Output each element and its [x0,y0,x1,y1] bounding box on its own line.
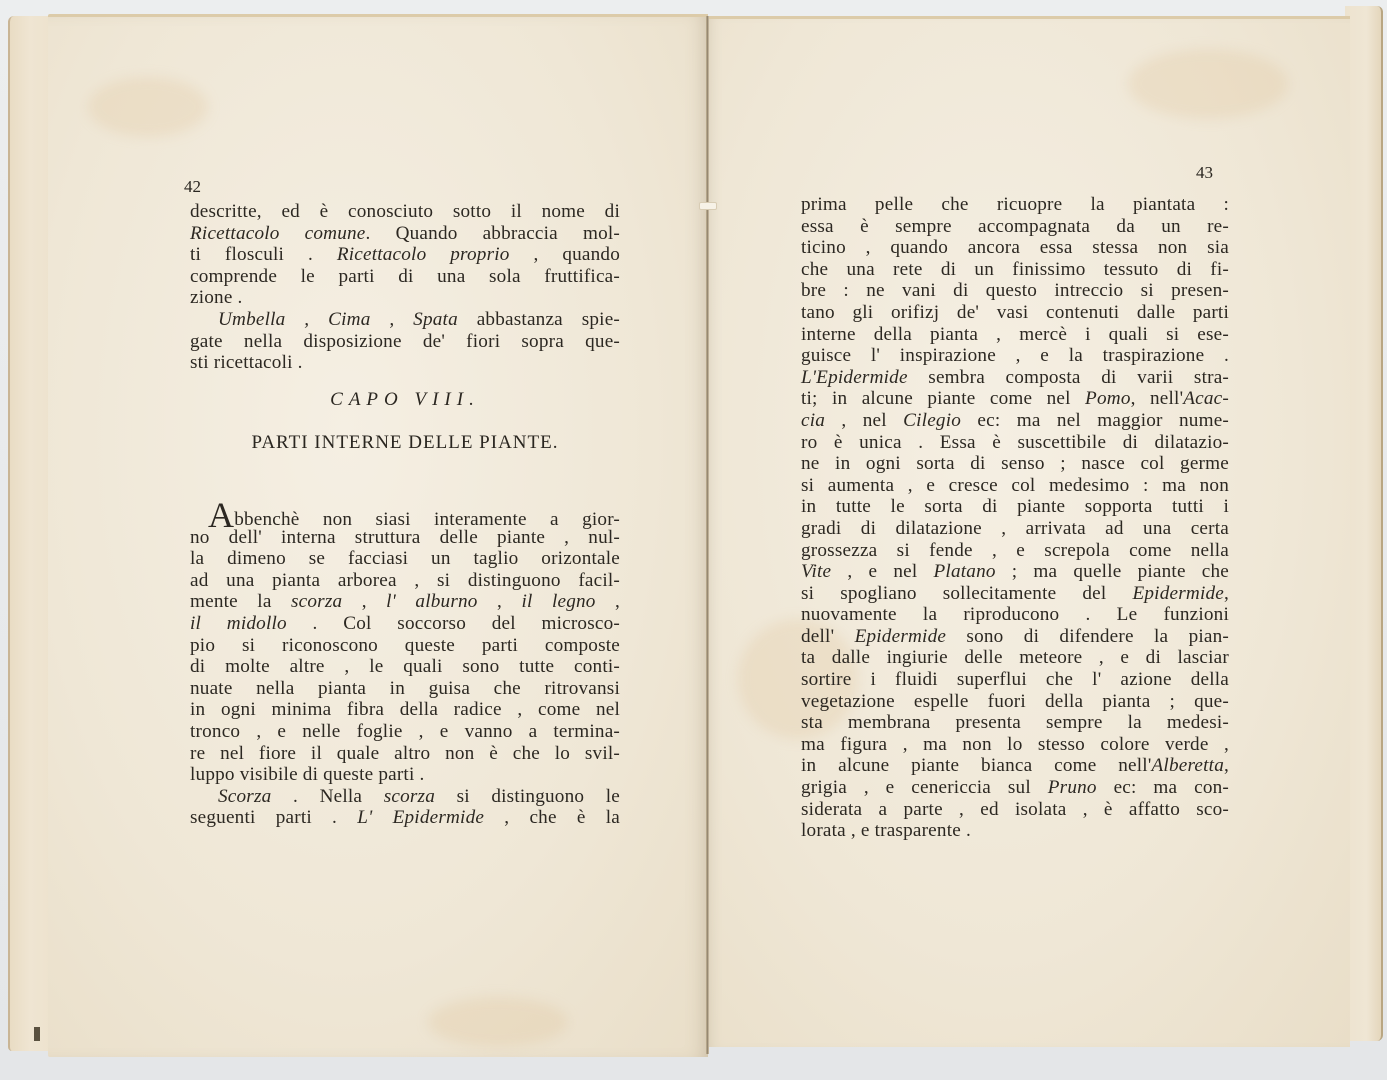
text-line: in tutte le sorta di piante sopporta tutti i [801,496,1229,518]
text-line: L'Epidermide sembra composta di varii stra- [801,366,1229,388]
text-line: essa è sempre accompagnata da un re- [801,215,1229,237]
text-line: Abbenchè non siasi interamente a gior- [208,495,620,535]
text-line: grigia , e cenericcia sul Pruno ec: ma con- [801,777,1229,799]
text-line: ti flosculi . Ricettacolo proprio , quando [190,244,621,266]
chapter-subtitle: PARTI INTERNE DELLE PIANTE. [251,432,559,453]
text-line: in ogni minima fibra della radice , come nel [190,699,620,721]
text-line: vegetazione espelle fuori della pianta ; que- [801,690,1229,712]
page-number: 42 [184,177,201,196]
text-line: guisce l' inspirazione , e la traspirazione . [801,345,1229,367]
text-line: lorata , e trasparente . [801,820,971,842]
text-line: gradi di dilatazione , arrivata ad una certa [801,517,1229,539]
text-line: seguenti parti . L' Epidermide , che è la [190,807,620,829]
text-line: di molte altre , le quali sono tutte conti- [190,656,620,678]
chapter-title: CAPO VIII. [330,389,480,410]
foxing-stain [88,77,208,137]
text-line: che una rete di un finissimo tessuto di fi- [801,258,1229,280]
text-line: prima pelle che ricuopre la piantata : [801,194,1229,215]
text-line: pio si riconoscono queste parti composte [190,634,620,656]
text-line: zione . [190,287,243,309]
text-line: Ricettacolo comune. Quando abbraccia mol- [190,222,620,244]
text-line: ma figura , ma non lo stesso colore verde , [801,733,1229,755]
text-line: si aumenta , e cresce col medesimo : ma non [801,474,1229,496]
text-line: si spogliano sollecitamente del Epidermide, [801,582,1229,604]
text-line: ticino , quando ancora essa stessa non sia [801,237,1229,259]
text-line: ad una pianta arborea , si distinguono facil- [190,569,620,591]
text-line: nuovamente la riproducono . Le funzioni [801,604,1229,626]
page-number: 43 [1196,163,1213,182]
text-line: siderata a parte , ed isolata , è affatto sco- [801,798,1229,820]
text-line: cia , nel Cilegio ec: ma nel maggior nume- [801,409,1229,431]
text-line: ti; in alcune piante come nel Pomo, nell'Acac- [801,388,1229,410]
left-intro-text [190,201,620,374]
right-body-text [801,194,1229,842]
text-line: Umbella , Cima , Spata abbastanza spie- [218,308,621,330]
text-line: ro è unica . Essa è suscettibile di dilatazio- [801,431,1229,453]
text-line: in alcune piante bianca come nell'Alberetta, [801,755,1229,777]
text-line: nuate nella pianta in guisa che ritrovansi [190,677,620,699]
text-line: luppo visibile di queste parti . [190,764,425,786]
text-line: interne della pianta , mercè i quali si ese- [801,323,1229,345]
text-line: ta dalle ingiurie delle meteore , e di lasciar [801,647,1229,669]
text-line: tronco , e nelle foglie , e vanno a termina- [190,720,620,742]
text-line: grossezza si fende , e screpola come nella [801,539,1229,561]
foxing-stain [1128,49,1288,119]
text-line: dell' Epidermide sono di difendere la pian- [801,625,1229,647]
text-line: la dimeno se facciasi un taglio orizontale [190,548,620,570]
right-page [708,16,1350,1047]
text-line: Scorza . Nella scorza si distinguono le [218,785,620,807]
text-line: bre : ne vani di questo intreccio si presen- [801,280,1229,302]
text-line: sta membrana presenta sempre la medesi- [801,712,1229,734]
page-stack-right-edge [1345,6,1383,1041]
text-line: comprende le parti di una sola fruttifica- [190,265,620,287]
text-line: mente la scorza , l' alburno , il legno , [190,591,621,613]
left-page [48,14,708,1057]
text-line: sortire i fluidi superflui che l' azione della [801,669,1229,691]
foxing-stain [428,997,568,1047]
text-line: il midollo . Col soccorso del microsco- [190,612,620,634]
text-line: re nel fiore il quale altro non è che lo svil- [190,742,620,764]
book-gutter [706,16,709,1054]
text-line: tano gli orifizj de' vasi contenuti dalle parti [801,301,1229,323]
left-body-text [190,495,621,829]
text-line: Vite , e nel Platano ; ma quelle piante che [801,561,1229,583]
text-line: sti ricettacoli . [190,352,303,374]
drop-cap: A [208,495,235,535]
binding-stitch [699,202,717,210]
text-line: gate nella disposizione de' fiori sopra que- [190,330,620,352]
text-line: no dell' interna struttura delle piante , nul- [190,526,620,548]
text-line: descritte, ed è conosciuto sotto il nome di [190,201,620,222]
text-line: ne in ogni sorta di senso ; nasce col germe [801,453,1229,475]
